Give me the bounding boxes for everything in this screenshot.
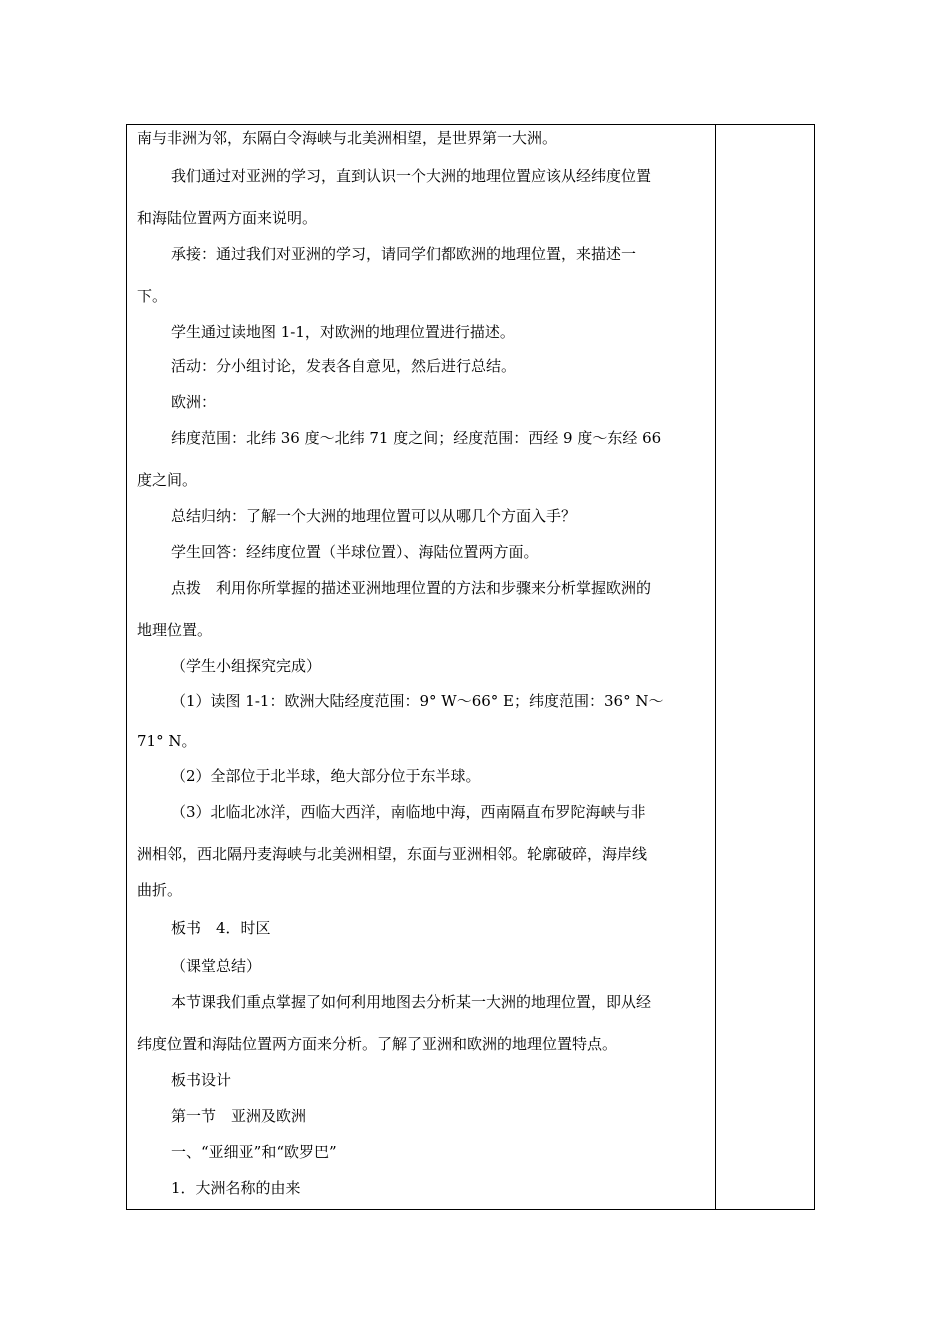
text-line: 我们通过对亚洲的学习，直到认识一个大洲的地理位置应该从经纬度位置 bbox=[171, 167, 652, 185]
text-line: （1）读图 1-1：欧洲大陆经度范围：9° W～66° E；纬度范围：36° N～ bbox=[171, 692, 664, 710]
text-line: （3）北临北冰洋，西临大西洋，南临地中海，西南隔直布罗陀海峡与非 bbox=[171, 803, 646, 821]
text-line: 活动：分小组讨论，发表各自意见，然后进行总结。 bbox=[171, 357, 517, 375]
text-line: 地理位置。 bbox=[137, 621, 213, 639]
text-line: 度之间。 bbox=[137, 471, 198, 489]
text-line: 南与非洲为邻，东隔白令海峡与北美洲相望，是世界第一大洲。 bbox=[137, 129, 558, 147]
text-line: 一、“亚细亚”和“欧罗巴” bbox=[171, 1143, 337, 1161]
text-line: 承接：通过我们对亚洲的学习，请同学们都欧洲的地理位置，来描述一 bbox=[171, 245, 637, 263]
text-line: 曲折。 bbox=[137, 881, 183, 899]
text-line: （课堂总结） bbox=[171, 957, 262, 975]
text-line: 本节课我们重点掌握了如何利用地图去分析某一大洲的地理位置，即从经 bbox=[171, 993, 652, 1011]
text-line: 欧洲： bbox=[171, 393, 217, 411]
text-line: 第一节 亚洲及欧洲 bbox=[171, 1107, 307, 1125]
text-line: 板书设计 bbox=[171, 1071, 232, 1089]
text-line: （2）全部位于北半球，绝大部分位于东半球。 bbox=[171, 767, 481, 785]
text-line: 点拨 利用你所掌握的描述亚洲地理位置的方法和步骤来分析掌握欧洲的 bbox=[171, 579, 652, 597]
text-line: 总结归纳：了解一个大洲的地理位置可以从哪几个方面入手？ bbox=[171, 507, 577, 525]
text-line: 学生通过读地图 1-1，对欧洲的地理位置进行描述。 bbox=[171, 323, 515, 341]
text-line: 和海陆位置两方面来说明。 bbox=[137, 209, 318, 227]
text-line: 学生回答：经纬度位置（半球位置）、海陆位置两方面。 bbox=[171, 543, 539, 561]
text-line: 纬度位置和海陆位置两方面来分析。了解了亚洲和欧洲的地理位置特点。 bbox=[137, 1035, 618, 1053]
text-line: （学生小组探究完成） bbox=[171, 657, 322, 675]
text-line: 1．大洲名称的由来 bbox=[171, 1179, 301, 1197]
text-line: 71° N。 bbox=[137, 732, 197, 750]
lesson-table bbox=[126, 124, 815, 1210]
notes-cell bbox=[716, 125, 814, 1209]
text-line: 洲相邻，西北隔丹麦海峡与北美洲相望，东面与亚洲相邻。轮廓破碎，海岸线 bbox=[137, 845, 648, 863]
text-line: 板书 4．时区 bbox=[171, 919, 271, 937]
text-line: 下。 bbox=[137, 287, 168, 305]
text-line: 纬度范围：北纬 36 度～北纬 71 度之间；经度范围：西经 9 度～东经 66 bbox=[171, 429, 662, 447]
